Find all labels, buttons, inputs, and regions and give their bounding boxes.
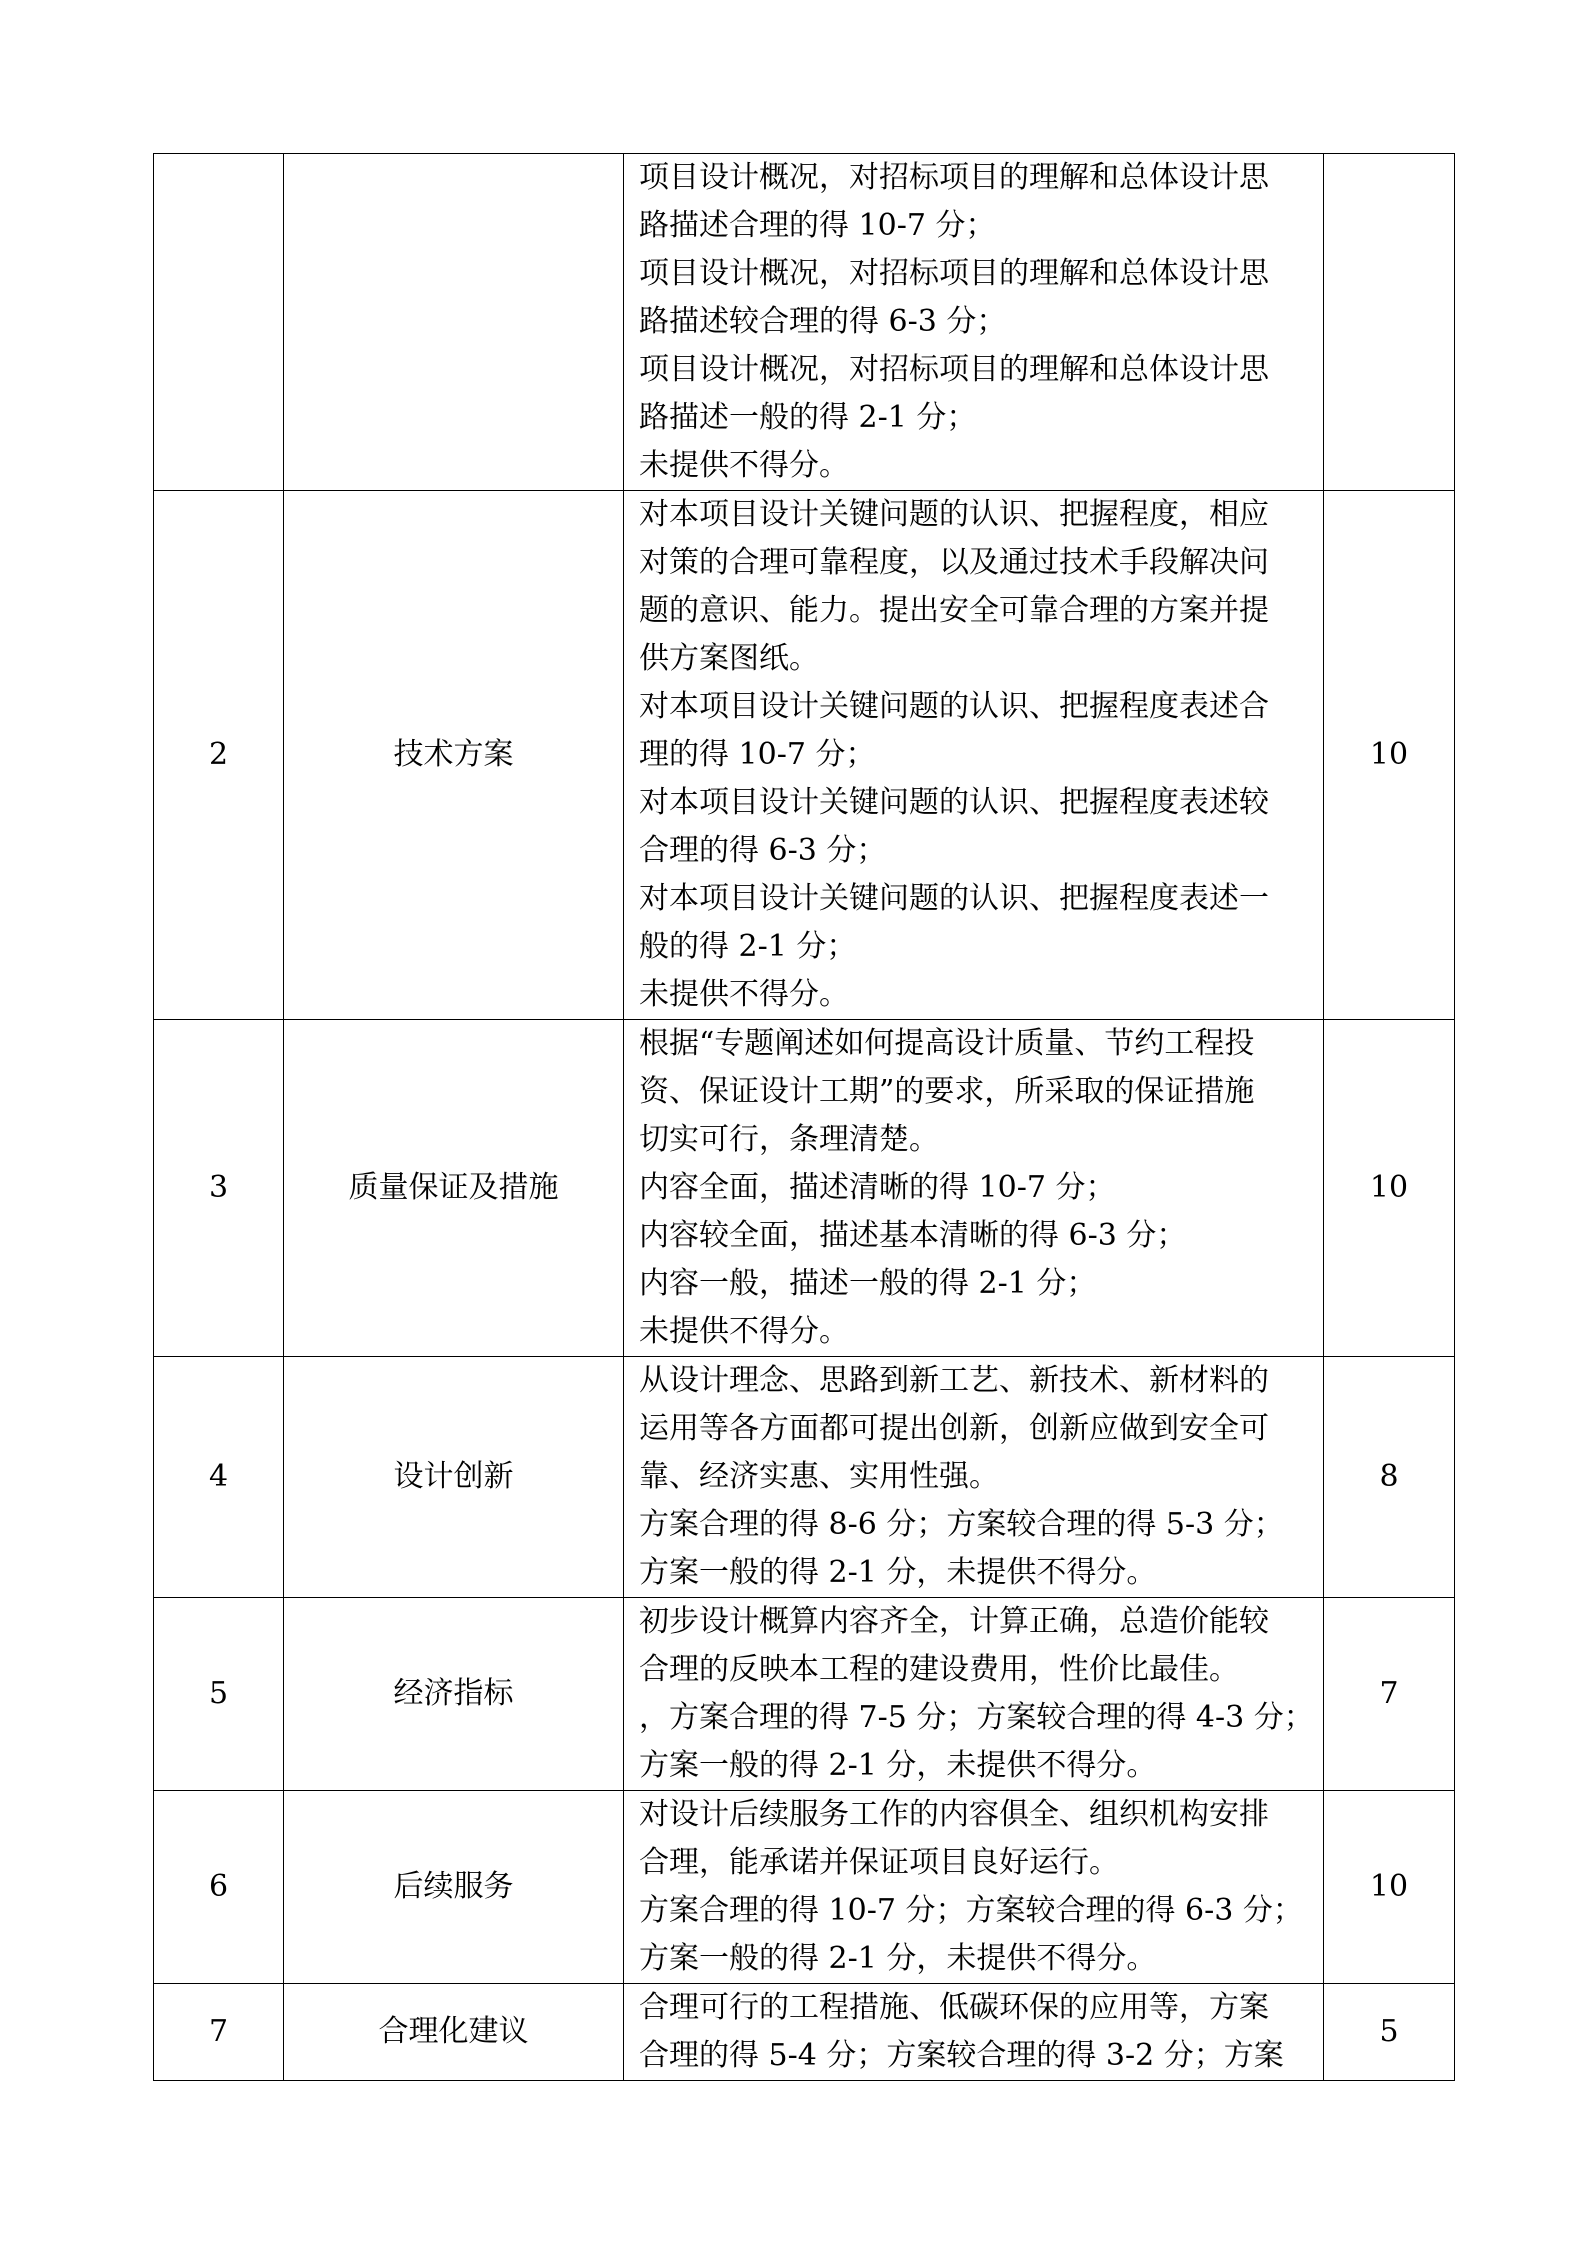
row-number-cell	[154, 154, 284, 491]
item-name: 后续服务	[393, 1869, 514, 1904]
table-row	[154, 1357, 1455, 1598]
table-row	[154, 1598, 1455, 1791]
item-name-cell	[284, 154, 624, 491]
item-name: 设计创新	[393, 1459, 514, 1494]
criteria-line: 路描述较合理的得 6-3 分；	[639, 304, 1007, 339]
score-cell	[1324, 1020, 1455, 1357]
criteria-cell	[624, 491, 1324, 1020]
criteria-line: 方案合理的得 10-7 分；方案较合理的得 6-3 分；	[639, 1893, 1303, 1928]
criteria-line: 项目设计概况，对招标项目的理解和总体设计思	[639, 256, 1269, 291]
criteria-line: 合理的得 5-4 分；方案较合理的得 3-2 分；方案	[639, 2038, 1284, 2073]
score-value: 5	[1379, 2014, 1399, 2049]
table-row	[154, 1791, 1455, 1984]
criteria-line: 合理的反映本工程的建设费用，性价比最佳。	[639, 1652, 1239, 1687]
row-number: 4	[208, 1459, 229, 1494]
criteria-line: 资、保证设计工期”的要求，所采取的保证措施	[639, 1074, 1255, 1109]
criteria-line: 对本项目设计关键问题的认识、把握程度表述较	[639, 785, 1269, 820]
criteria-line: 项目设计概况，对招标项目的理解和总体设计思	[639, 160, 1269, 195]
item-name: 经济指标	[393, 1676, 514, 1711]
scoring-table-body	[154, 154, 1455, 2081]
criteria-line: 未提供不得分。	[639, 977, 849, 1012]
row-number-cell	[154, 1598, 284, 1791]
score-cell	[1324, 1598, 1455, 1791]
criteria-cell	[624, 1791, 1324, 1984]
item-name-cell	[284, 1020, 624, 1357]
table-row	[154, 1984, 1455, 2081]
criteria-line: 方案一般的得 2-1 分，未提供不得分。	[639, 1941, 1157, 1976]
criteria-cell	[624, 1598, 1324, 1791]
item-name: 技术方案	[393, 737, 514, 772]
criteria-line: 内容全面，描述清晰的得 10-7 分；	[639, 1170, 1116, 1205]
criteria-line: 内容较全面，描述基本清晰的得 6-3 分；	[639, 1218, 1187, 1253]
item-name: 合理化建议	[378, 2014, 529, 2049]
criteria-cell	[624, 1020, 1324, 1357]
criteria-line: 方案一般的得 2-1 分，未提供不得分。	[639, 1555, 1157, 1590]
criteria-cell	[624, 1357, 1324, 1598]
criteria-line: 合理的得 6-3 分；	[639, 833, 887, 868]
row-number-cell	[154, 1357, 284, 1598]
criteria-line: 合理可行的工程措施、低碳环保的应用等，方案	[639, 1990, 1269, 2025]
criteria-line: 理的得 10-7 分；	[639, 737, 876, 772]
criteria-line: ，方案合理的得 7-5 分；方案较合理的得 4-3 分；	[639, 1700, 1314, 1735]
criteria-line: 从设计理念、思路到新工艺、新技术、新材料的	[639, 1363, 1269, 1398]
score-cell	[1324, 1791, 1455, 1984]
criteria-line: 内容一般，描述一般的得 2-1 分；	[639, 1266, 1097, 1301]
score-value: 10	[1369, 737, 1409, 772]
row-number: 2	[208, 737, 229, 772]
criteria-line: 未提供不得分。	[639, 1314, 849, 1349]
criteria-line: 题的意识、能力。提出安全可靠合理的方案并提	[639, 593, 1269, 628]
item-name: 质量保证及措施	[348, 1170, 559, 1205]
row-number-cell	[154, 491, 284, 1020]
score-value: 7	[1379, 1676, 1399, 1711]
score-value: 10	[1369, 1869, 1409, 1904]
row-number-cell	[154, 1984, 284, 2081]
table-row	[154, 1020, 1455, 1357]
criteria-cell	[624, 154, 1324, 491]
criteria-line: 方案合理的得 8-6 分；方案较合理的得 5-3 分；	[639, 1507, 1284, 1542]
item-name-cell	[284, 1984, 624, 2081]
criteria-line: 切实可行，条理清楚。	[639, 1122, 939, 1157]
item-name-cell	[284, 1791, 624, 1984]
row-number-cell	[154, 1020, 284, 1357]
criteria-line: 路描述合理的得 10-7 分；	[639, 208, 996, 243]
score-cell	[1324, 1984, 1455, 2081]
criteria-line: 初步设计概算内容齐全，计算正确，总造价能较	[639, 1604, 1269, 1639]
score-value: 10	[1369, 1170, 1409, 1205]
criteria-line: 对策的合理可靠程度，以及通过技术手段解决问	[639, 545, 1269, 580]
criteria-line: 对本项目设计关键问题的认识、把握程度，相应	[639, 497, 1269, 532]
row-number: 5	[208, 1676, 229, 1711]
criteria-line: 项目设计概况，对招标项目的理解和总体设计思	[639, 352, 1269, 387]
criteria-line: 靠、经济实惠、实用性强。	[639, 1459, 999, 1494]
criteria-line: 路描述一般的得 2-1 分；	[639, 400, 977, 435]
criteria-line: 方案一般的得 2-1 分，未提供不得分。	[639, 1748, 1157, 1783]
item-name-cell	[284, 1598, 624, 1791]
criteria-line: 根据“专题阐述如何提高设计质量、节约工程投	[639, 1026, 1255, 1061]
criteria-line: 对本项目设计关键问题的认识、把握程度表述合	[639, 689, 1269, 724]
criteria-line: 般的得 2-1 分；	[639, 929, 857, 964]
criteria-line: 对本项目设计关键问题的认识、把握程度表述一	[639, 881, 1269, 916]
score-cell	[1324, 1357, 1455, 1598]
table-row	[154, 154, 1455, 491]
criteria-line: 对设计后续服务工作的内容俱全、组织机构安排	[639, 1797, 1269, 1832]
row-number: 3	[208, 1170, 229, 1205]
item-name-cell	[284, 491, 624, 1020]
criteria-line: 运用等各方面都可提出创新，创新应做到安全可	[639, 1411, 1269, 1446]
criteria-line: 供方案图纸。	[639, 641, 819, 676]
criteria-line: 未提供不得分。	[639, 448, 849, 483]
criteria-line: 合理，能承诺并保证项目良好运行。	[639, 1845, 1119, 1880]
table-row	[154, 491, 1455, 1020]
row-number: 6	[208, 1869, 229, 1904]
score-cell	[1324, 154, 1455, 491]
score-value: 8	[1379, 1459, 1399, 1494]
row-number: 7	[208, 2014, 229, 2049]
scoring-table	[153, 153, 1455, 2081]
row-number-cell	[154, 1791, 284, 1984]
criteria-cell	[624, 1984, 1324, 2081]
score-cell	[1324, 491, 1455, 1020]
item-name-cell	[284, 1357, 624, 1598]
